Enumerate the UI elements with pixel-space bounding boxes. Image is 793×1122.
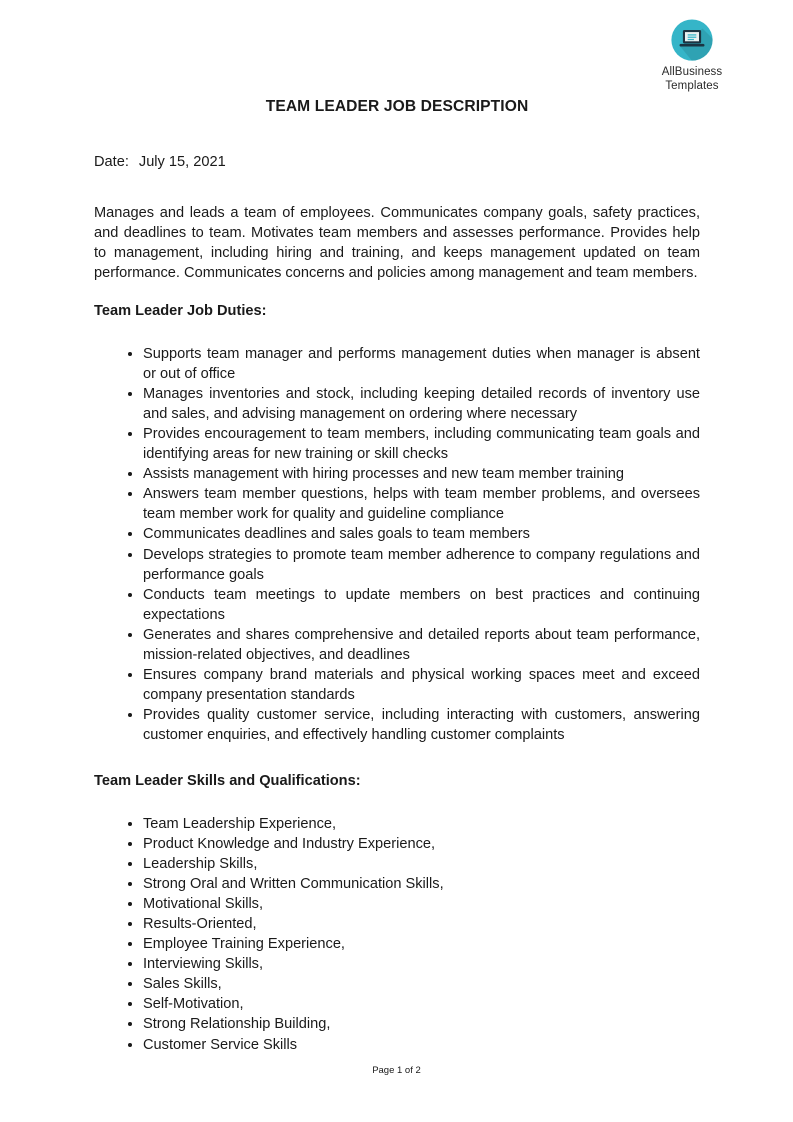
date-value: July 15, 2021 [138,154,226,170]
list-item: • Customer Service Skills [143,1035,700,1055]
list-item: • Answers team member questions, helps with team member problems, and oversees team member work for quality and guideline compliance [143,484,700,524]
list-item: • Manages inventories and stock, including keeping detailed records of inventory use and sales, and advising management on ordering where necessary [143,384,700,424]
list-item: • Strong Relationship Building, [143,1014,700,1034]
page-title: TEAM LEADER JOB DESCRIPTION [265,98,529,115]
section-heading-duties: Team Leader Job Duties: [94,303,267,320]
date-label: Date: [94,154,129,170]
list-item: • Provides encouragement to team members, including communicating team goals and identifying areas for new training or skill checks [143,424,700,464]
list-item: • Interviewing Skills, [143,954,700,974]
list-item: • Assists management with hiring processes and new team member training [143,464,700,484]
list-item: • Employee Training Experience, [143,934,700,954]
list-item: • Supports team manager and performs management duties when manager is absent or out of office [143,344,700,384]
list-item: • Results-Oriented, [143,914,700,934]
list-item: • Team Leadership Experience, [143,814,700,834]
list-item: • Leadership Skills, [143,854,700,874]
duties-list [94,344,700,746]
list-item: • Provides quality customer service, including interacting with customers, answering customer enquiries, and effectively handling customer complaints [143,705,700,745]
page-number: Page 1 of 2 [372,1065,421,1076]
list-item: • Conducts team meetings to update members on best practices and continuing expectations [143,585,700,625]
list-item: • Strong Oral and Written Communication Skills, [143,874,700,894]
list-item: • Generates and shares comprehensive and detailed reports about team performance, mission-related objectives, and deadlines [143,625,700,665]
date-line [94,152,700,172]
list-item: • Communicates deadlines and sales goals to team members [143,524,700,544]
list-item: • Sales Skills, [143,974,700,994]
list-item: • Motivational Skills, [143,894,700,914]
logo-text-line2: Templates [665,79,719,92]
list-item: • Product Knowledge and Industry Experience, [143,834,700,854]
list-item: • Self-Motivation, [143,994,700,1014]
list-item: • Develops strategies to promote team member adherence to company regulations and performance goals [143,545,700,585]
list-item: • Ensures company brand materials and physical working spaces meet and exceed company presentation standards [143,665,700,705]
document-body [94,0,700,1055]
intro-paragraph: Manages and leads a team of employees. Communicates company goals, safety practices, and deadlines to team. Motivates team members and assesses performance. Provides help to management, including hiring and training, and keeps management updated on team performance. Communicates concerns and policies among management and team members. [94,205,700,282]
skills-list [94,814,700,1055]
logo-text-line1: AllBusiness [661,66,723,78]
section-heading-skills: Team Leader Skills and Qualifications: [94,773,361,790]
